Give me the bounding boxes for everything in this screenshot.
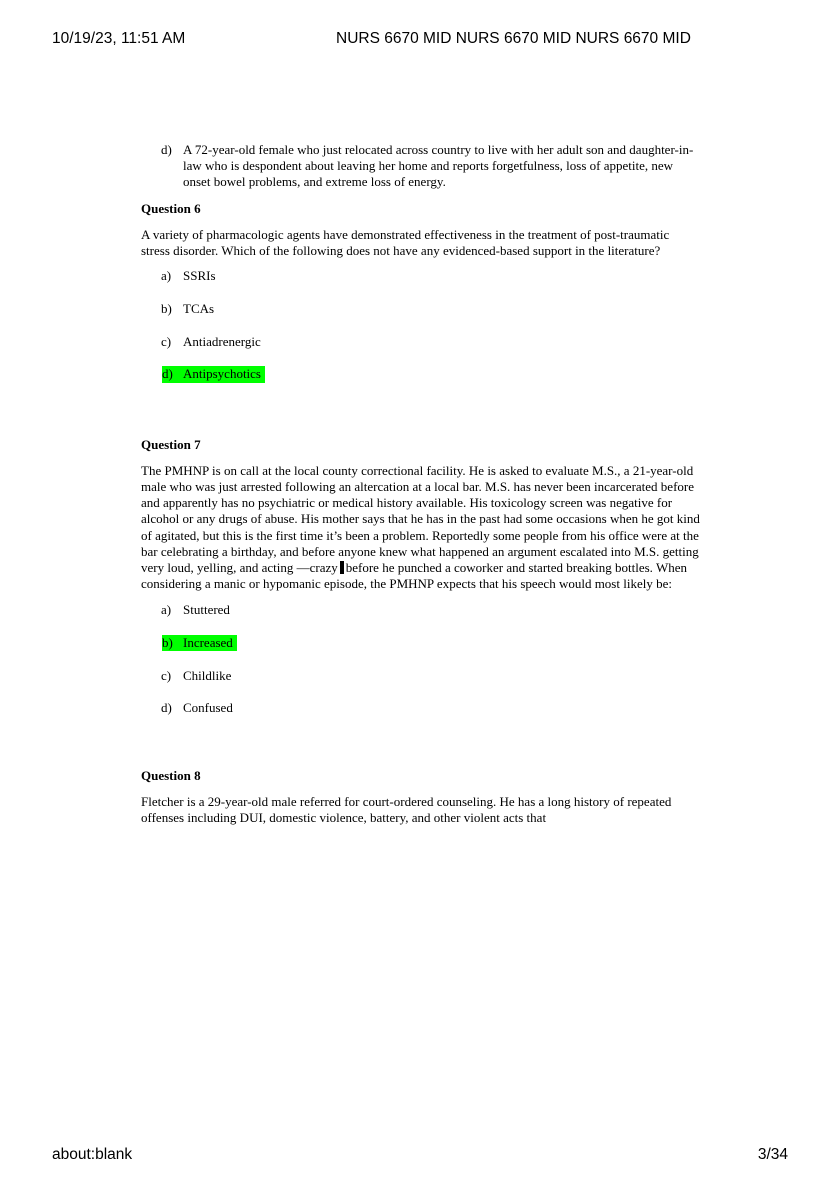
option-text: Stuttered [183, 602, 230, 618]
question-6-option-b [141, 301, 701, 317]
page-url: about:blank [52, 1146, 133, 1163]
option-text: Confused [183, 700, 233, 716]
option-text: SSRIs [183, 268, 216, 284]
page-number: 3/34 [757, 1146, 788, 1163]
option-text: Childlike [183, 667, 232, 683]
option-letter: a) [161, 602, 172, 618]
option-text: TCAs [183, 300, 215, 316]
question-7-text [141, 463, 701, 593]
option-letter: b) [162, 635, 173, 651]
option-text: Increased [183, 635, 233, 651]
question-7-option-b-highlighted [141, 635, 701, 651]
answer-highlight [162, 366, 265, 382]
option-letter: d) [161, 700, 172, 716]
option-letter: c) [161, 333, 172, 349]
question-6-option-c [141, 334, 701, 350]
option-letter: b) [161, 300, 172, 316]
option-text: Antipsychotics [183, 366, 261, 382]
option-letter: d) [162, 366, 173, 382]
document-title: NURS 6670 MID NURS 6670 MID NURS 6670 MID [336, 30, 691, 47]
page-content [141, 142, 701, 835]
question-6-text: A variety of pharmacologic agents have demonstrated effectiveness in the treatment of post-traumatic stress disorder. Which of the following does not have any evidenced-based support in the literature? [141, 226, 670, 259]
question-7-text-part2: before he punched a coworker and started breaking bottles. When considering a manic or hypomanic episode, the PMHNP expects that his speech would most likely be: [141, 559, 687, 592]
answer-highlight [162, 635, 237, 651]
question-6-heading: Question 6 [141, 200, 201, 216]
question-6-option-d-highlighted [141, 366, 701, 382]
option-letter: a) [161, 268, 172, 284]
option-text: A 72-year-old female who just relocated across country to live with her adult son and daughter-in-law who is despondent about leaving her home and reports forgetfulness, loss of appetite, new onset bowel problems, and extreme loss of energy. [183, 142, 694, 190]
question-7-option-d [141, 700, 701, 716]
question-7-text-part1: The PMHNP is on call at the local county correctional facility. He is asked to evaluate M.S., a 21-year-old male who was just arrested following an altercation at a local bar. M.S. has never been incarcerated before and apparently has no psychiatric or medical history available. His toxicology screen was negative for alcohol or any drugs of abuse. His mother says that he has in the past had some occasions when he got kind of agitated, but this is the first time it’s been a problem. Reportedly some people from his office were at the bar celebrating a birthday, and before anyone knew what happened an argument escalated into M.S. getting very loud, yelling, and acting ―crazy [141, 462, 700, 575]
question-8-text: Fletcher is a 29-year-old male referred for court-ordered counseling. He has a long history of repeated offenses including DUI, domestic violence, battery, and other violent acts that [141, 793, 672, 826]
option-letter: d) [161, 142, 172, 157]
question-7-heading: Question 7 [141, 436, 201, 452]
question-8-heading: Question 8 [141, 767, 201, 783]
redaction-bar [340, 561, 344, 574]
print-datetime: 10/19/23, 11:51 AM [52, 30, 186, 47]
option-letter: c) [161, 667, 172, 683]
question-7-option-c [141, 668, 701, 684]
prev-question-option-d [141, 142, 701, 191]
question-7-option-a [141, 602, 701, 618]
option-text: Antiadrenergic [183, 333, 261, 349]
question-6-option-a [141, 268, 701, 284]
